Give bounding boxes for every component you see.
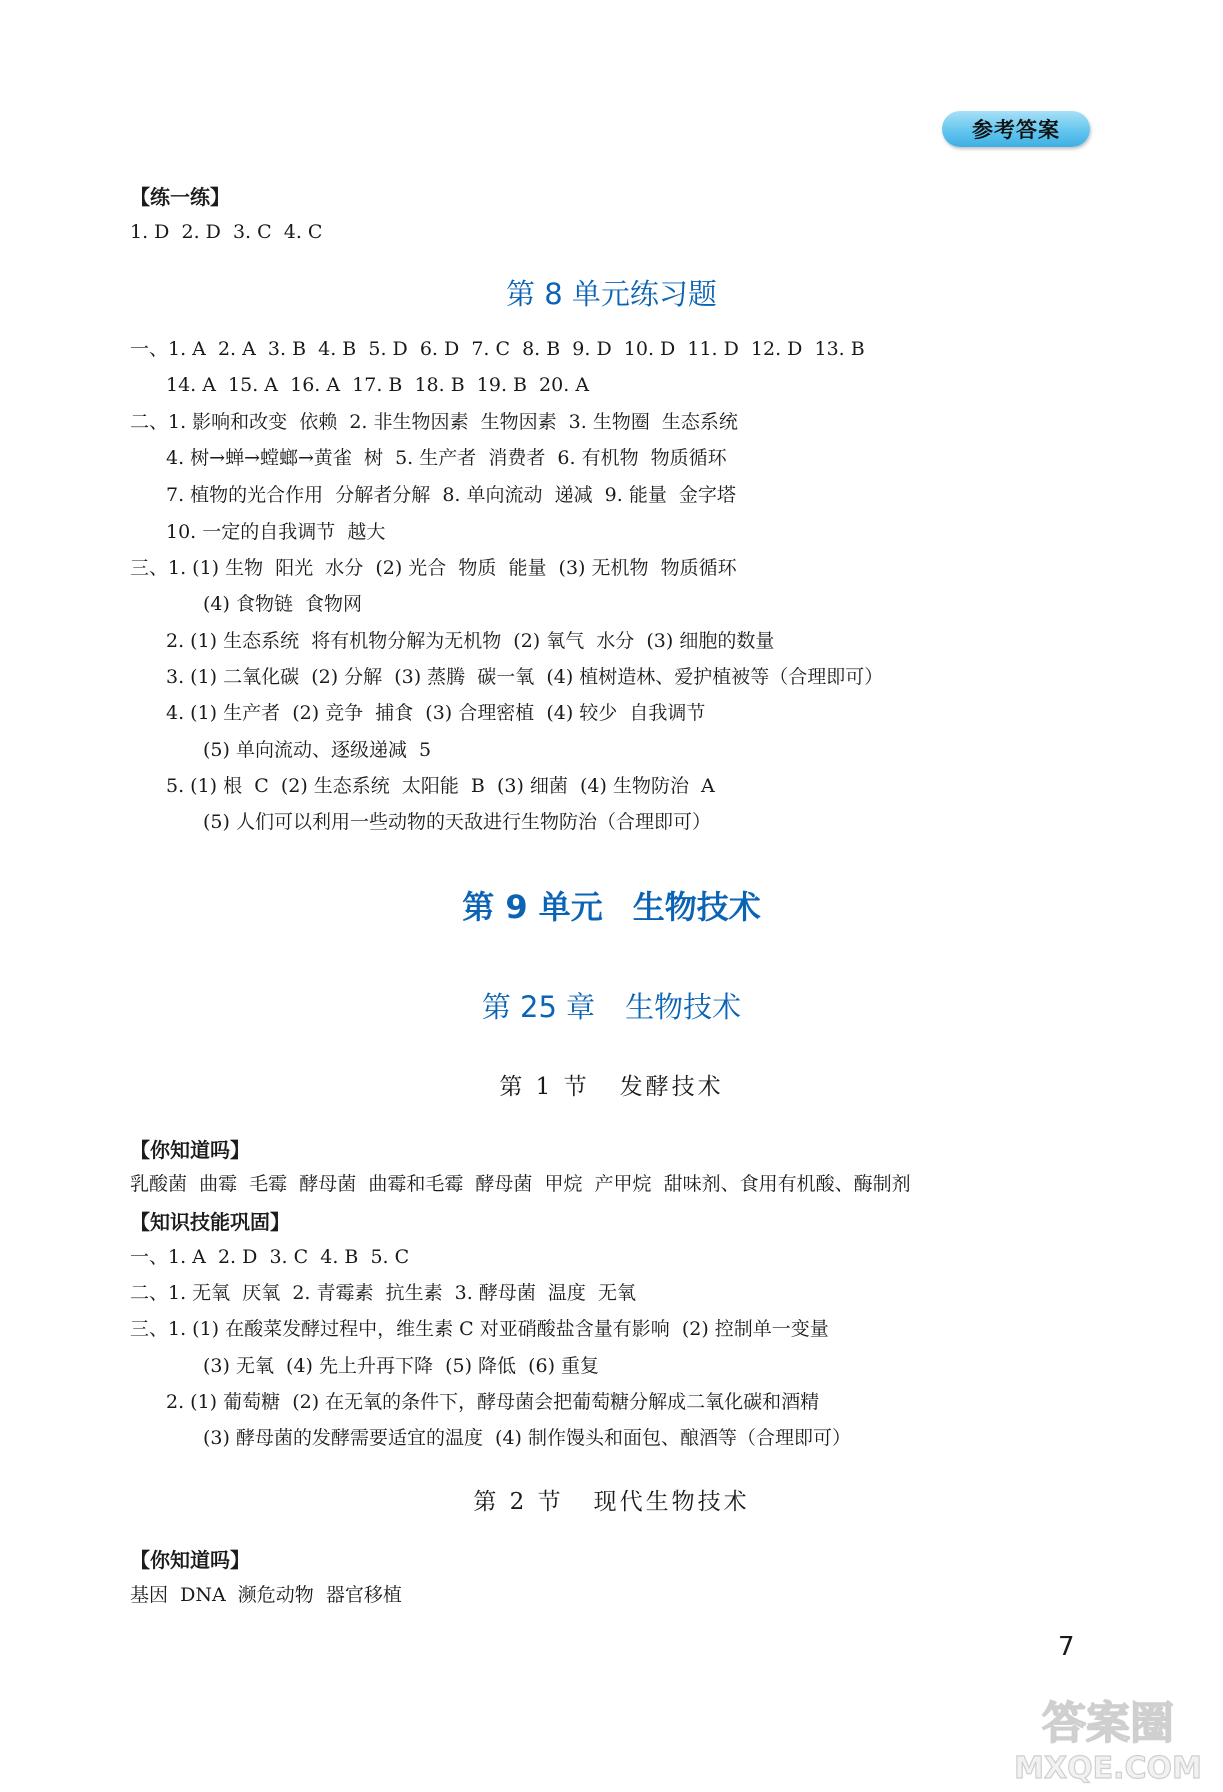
unit8-line-9: 2. (1) 生态系统 将有机物分解为无机物 (2) 氧气 水分 (3) 细胞的数量 (166, 630, 775, 652)
unit8-line-1: 一、1. A 2. A 3. B 4. B 5. D 6. D 7. C 8. B 9. D 10. D 11. D 12. D 13. B (130, 338, 865, 360)
reference-answers-badge: 参考答案 (942, 111, 1090, 147)
watermark-bottom-text: MXQE.COM (1014, 1751, 1202, 1785)
section2-know-header: 【你知道吗】 (130, 1548, 250, 1572)
unit8-line-3: 二、1. 影响和改变 依赖 2. 非生物因素 生物因素 3. 生物圈 生态系统 (130, 411, 738, 433)
unit8-line-4: 4. 树→蝉→螳螂→黄雀 树 5. 生产者 消费者 6. 有机物 物质循环 (166, 447, 727, 469)
section1-skill-header: 【知识技能巩固】 (130, 1210, 290, 1234)
watermark-top-text: 答案圈 (1042, 1698, 1174, 1749)
section1-title: 第 1 节 发酵技术 (499, 1074, 724, 1100)
unit8-line-7: 三、1. (1) 生物 阳光 水分 (2) 光合 物质 能量 (3) 无机物 物质循环 (130, 557, 737, 579)
section1-skill-line-1: 一、1. A 2. D 3. C 4. B 5. C (130, 1246, 410, 1268)
unit8-exercise-title: 第 8 单元练习题 (506, 277, 717, 311)
section1-skill-line-3: 三、1. (1) 在酸菜发酵过程中，维生素 C 对亚硝酸盐含量有影响 (2) 控制单一变量 (130, 1318, 829, 1340)
unit8-line-10: 3. (1) 二氧化碳 (2) 分解 (3) 蒸腾 碳一氧 (4) 植树造林、爱护植被等（合理即可） (166, 666, 884, 688)
watermark-logo (1000, 1690, 1215, 1785)
unit8-line-6: 10. 一定的自我调节 越大 (166, 521, 386, 543)
section1-know-header: 【你知道吗】 (130, 1138, 250, 1162)
unit8-line-14: (5) 人们可以利用一些动物的天敌进行生物防治（合理即可） (203, 811, 711, 833)
page-number: 7 (1058, 1632, 1075, 1662)
unit8-line-2: 14. A 15. A 16. A 17. B 18. B 19. B 20. A (166, 374, 590, 396)
unit8-line-13: 5. (1) 根 C (2) 生态系统 太阳能 B (3) 细菌 (4) 生物防治 A (166, 775, 715, 797)
section1-skill-line-5: 2. (1) 葡萄糖 (2) 在无氧的条件下，酵母菌会把葡萄糖分解成二氧化碳和酒精 (166, 1391, 820, 1413)
section2-know-answers: 基因 DNA 濒危动物 器官移植 (130, 1584, 402, 1606)
unit8-line-8: (4) 食物链 食物网 (203, 593, 363, 615)
unit8-line-12: (5) 单向流动、逐级递减 5 (203, 739, 432, 761)
section1-skill-line-2: 二、1. 无氧 厌氧 2. 青霉素 抗生素 3. 酵母菌 温度 无氧 (130, 1282, 636, 1304)
practice-answers: 1. D 2. D 3. C 4. C (130, 221, 323, 243)
section1-know-answers: 乳酸菌 曲霉 毛霉 酵母菌 曲霉和毛霉 酵母菌 甲烷 产甲烷 甜味剂、食用有机酸、酶制剂 (130, 1173, 911, 1195)
section1-skill-line-4: (3) 无氧 (4) 先上升再下降 (5) 降低 (6) 重复 (203, 1355, 600, 1377)
unit8-line-5: 7. 植物的光合作用 分解者分解 8. 单向流动 递减 9. 能量 金字塔 (166, 484, 736, 506)
practice-header: 【练一练】 (130, 185, 230, 209)
section1-skill-line-6: (3) 酵母菌的发酵需要适宜的温度 (4) 制作馒头和面包、酿酒等（合理即可） (203, 1427, 851, 1449)
section2-title: 第 2 节 现代生物技术 (473, 1489, 750, 1515)
unit8-line-11: 4. (1) 生产者 (2) 竞争 捕食 (3) 合理密植 (4) 较少 自我调节 (166, 702, 706, 724)
chapter25-title: 第 25 章 生物技术 (481, 990, 742, 1024)
unit9-title: 第 9 单元 生物技术 (462, 888, 761, 926)
